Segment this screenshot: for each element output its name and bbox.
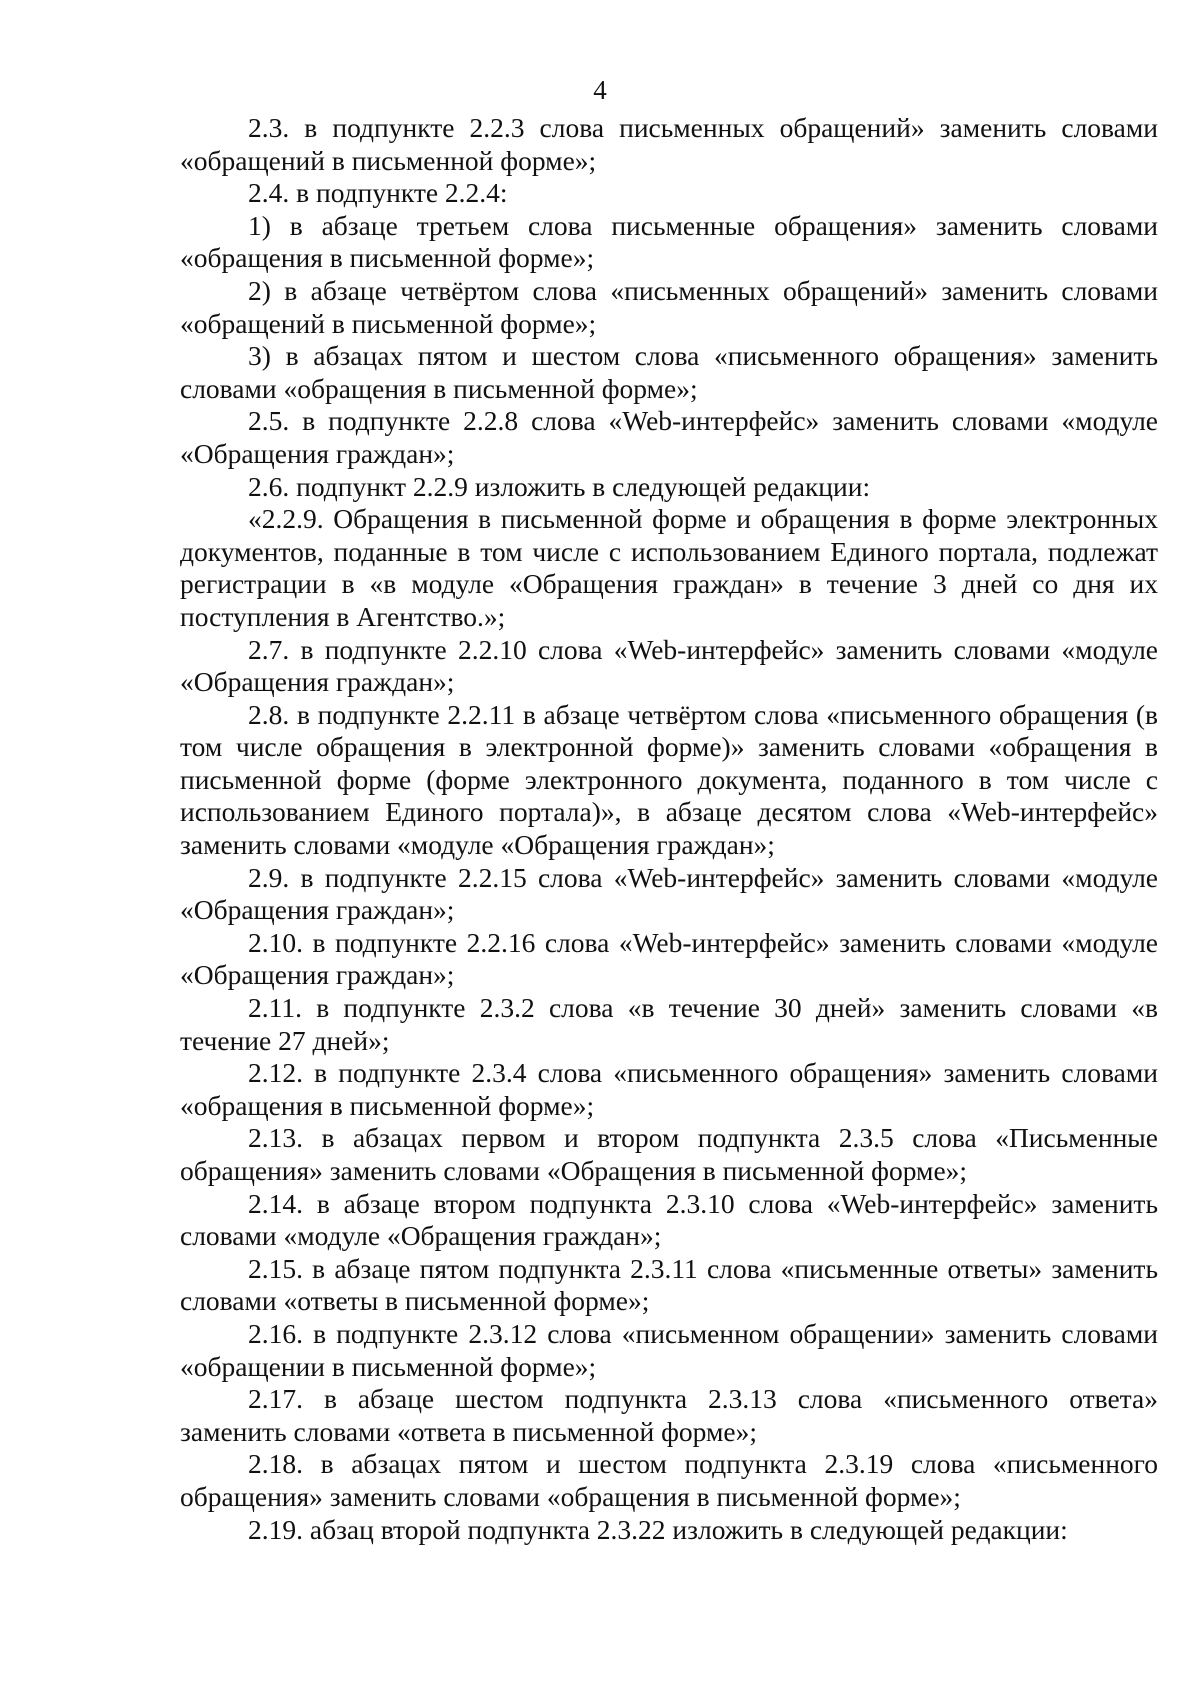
paragraph-2-4-item-2: 2) в абзаце четвёртом слова «письменных обращений» заменить словами «обращений в письменной форме»; (180, 274, 1158, 339)
paragraph-2-18: 2.18. в абзацах пятом и шестом подпункта 2.3.19 слова «письменного обращения» заменить словами «обращения в письменной форме»; (180, 1448, 1158, 1512)
paragraph-2-9: 2.9. в подпункте 2.2.15 слова «Web-интерфейс» заменить словами «модуле «Обращения граждан»; (180, 861, 1158, 926)
paragraph-2-8: 2.8. в подпункте 2.2.11 в абзаце четвёртом слова «письменного обращения (в том числе обращения в электронной форме)» заменить словами «обращения в письменной форме (форме электронного документа, поданного в том числе с использованием Единого портала)», в абзаце десятом слова «Web-интерфейс» заменить словами «модуле «Обращения граждан»; (180, 698, 1158, 861)
paragraph-2-12: 2.12. в подпункте 2.3.4 слова «письменного обращения» заменить словами «обращения в письменной форме»; (180, 1057, 1158, 1121)
paragraph-2-7: 2.7. в подпункте 2.2.10 слова «Web-интерфейс» заменить словами «модуле «Обращения граждан»; (180, 633, 1158, 698)
paragraph-2-2-9-text: «2.2.9. Обращения в письменной форме и обращения в форме электронных документов, поданные в том числе с использованием Единого портала, подлежат регистрации в «в модуле «Обращения граждан» в течение 3 дней со дня их поступления в Агентство.»; (180, 503, 1158, 632)
paragraph-2-15: 2.15. в абзаце пятом подпункта 2.3.11 слова «письменные ответы» заменить словами «ответы в письменной форме»; (180, 1252, 1158, 1317)
paragraph-2-14: 2.14. в абзаце втором подпункта 2.3.10 слова «Web-интерфейс» заменить словами «модуле «Обращения граждан»; (180, 1187, 1158, 1252)
paragraph-2-4-item-1: 1) в абзаце третьем слова письменные обращения» заменить словами «обращения в письменной форме»; (180, 209, 1158, 274)
paragraph-2-3: 2.3. в подпункте 2.2.3 слова письменных обращений» заменить словами «обращений в письменной форме»; (180, 112, 1158, 176)
paragraph-2-4: 2.4. в подпункте 2.2.4: (248, 177, 508, 209)
paragraph-2-6: 2.6. подпункт 2.2.9 изложить в следующей редакции: (248, 470, 871, 502)
paragraph-2-5: 2.5. в подпункте 2.2.8 слова «Web-интерфейс» заменить словами «модуле «Обращения граждан»; (180, 405, 1158, 469)
paragraph-2-16: 2.16. в подпункте 2.3.12 слова «письменном обращении» заменить словами «обращении в письменной форме»; (180, 1317, 1158, 1382)
paragraph-2-10: 2.10. в подпункте 2.2.16 слова «Web-интерфейс» заменить словами «модуле «Обращения граждан»; (180, 926, 1158, 991)
document-body (180, 112, 1158, 1546)
paragraph-2-17: 2.17. в абзаце шестом подпункта 2.3.13 слова «письменного ответа» заменить словами «ответа в письменной форме»; (180, 1383, 1158, 1447)
paragraph-2-13: 2.13. в абзацах первом и втором подпункта 2.3.5 слова «Письменные обращения» заменить словами «Обращения в письменной форме»; (180, 1122, 1158, 1186)
paragraph-2-4-item-3: 3) в абзацах пятом и шестом слова «письменного обращения» заменить словами «обращения в письменной форме»; (180, 340, 1158, 404)
paragraph-2-19: 2.19. абзац второй подпункта 2.3.22 изложить в следующей редакции: (248, 1513, 1068, 1545)
paragraph-2-11: 2.11. в подпункте 2.3.2 слова «в течение 30 дней» заменить словами «в течение 27 дней»; (180, 992, 1158, 1056)
page-number: 4 (593, 75, 607, 105)
